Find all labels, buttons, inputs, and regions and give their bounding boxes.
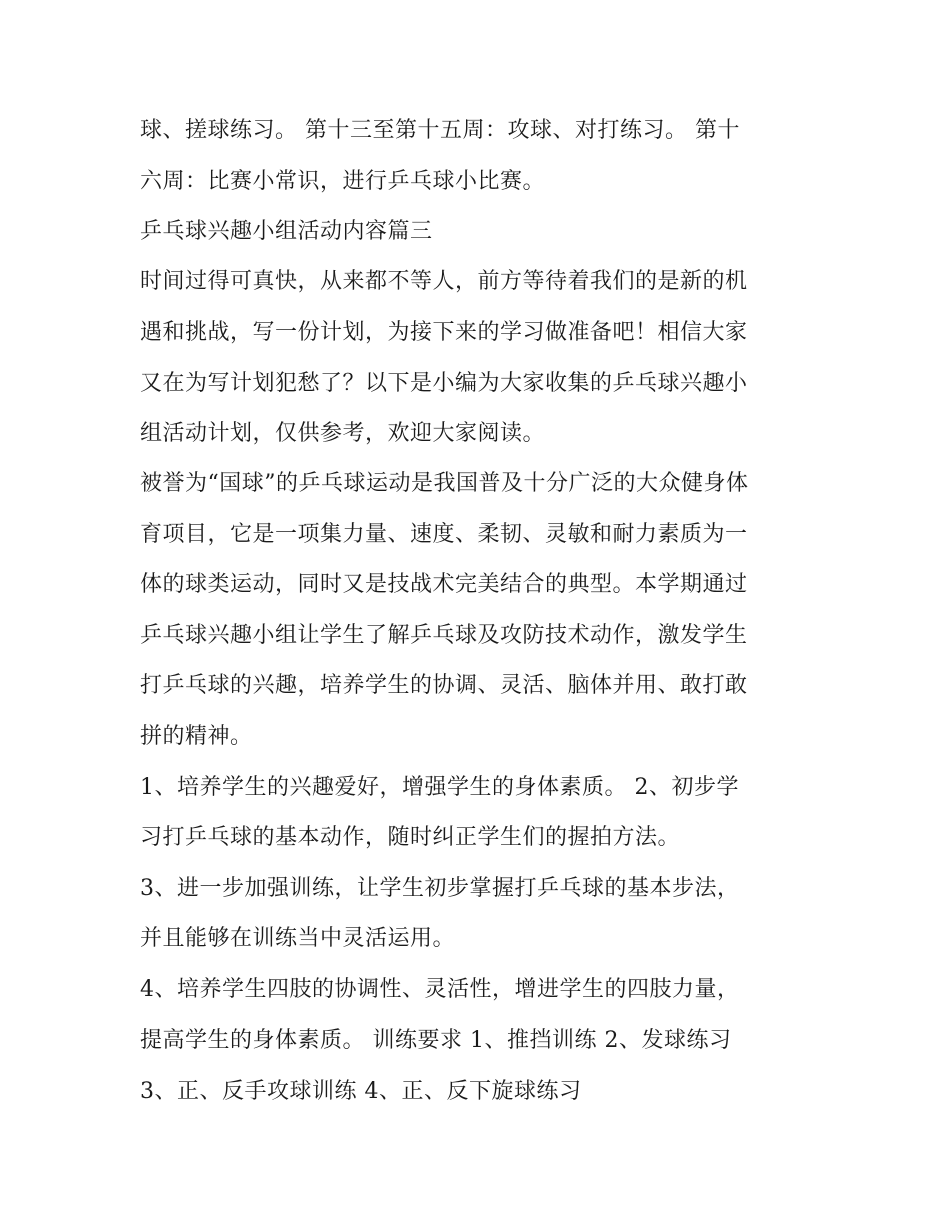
text-line: 习打乒乓球的基本动作，随时纠正学生们的握拍方法。 <box>140 825 681 850</box>
text-line: 时间过得可真快，从来都不等人，前方等待着我们的是新的机 <box>140 269 748 294</box>
text-line: 4、培养学生四肢的协调性、灵活性，增进学生的四肢力量， <box>140 977 740 1002</box>
text-line: 被誉为“国球”的乒乓球运动是我国普及十分广泛的大众健身体 <box>140 471 749 496</box>
text-line: 3、正、反手攻球训练 4、正、反下旋球练习 <box>140 1079 582 1104</box>
text-line: 打乒乓球的兴趣，培养学生的协调、灵活、脑体并用、敢打敢 <box>140 673 748 698</box>
section-heading: 乒乓球兴趣小组活动内容篇三 <box>140 219 433 244</box>
text-line: 拼的精神。 <box>140 724 253 749</box>
text-line: 育项目，它是一项集力量、速度、柔韧、灵敏和耐力素质为一 <box>140 522 748 547</box>
text-line: 提高学生的身体素质。 训练要求 1、推挡训练 2、发球练习 <box>140 1028 732 1053</box>
text-line: 又在为写计划犯愁了？以下是小编为大家收集的乒乓球兴趣小 <box>140 371 748 396</box>
text-line: 六周：比赛小常识，进行乒乓球小比赛。 <box>140 169 546 194</box>
text-line: 体的球类运动，同时又是技战术完美结合的典型。本学期通过 <box>140 572 748 597</box>
text-line: 3、进一步加强训练，让学生初步掌握打乒乓球的基本步法， <box>140 876 740 901</box>
text-line: 球、搓球练习。 第十三至第十五周：攻球、对打练习。 第十 <box>140 118 740 143</box>
text-line: 遇和挑战，写一份计划，为接下来的学习做准备吧！相信大家 <box>140 320 748 345</box>
text-line: 乒乓球兴趣小组让学生了解乒乓球及攻防技术动作，激发学生 <box>140 623 748 648</box>
text-line: 1、培养学生的兴趣爱好，增强学生的身体素质。 2、初步学 <box>140 775 739 800</box>
text-line: 组活动计划，仅供参考，欢迎大家阅读。 <box>140 421 546 446</box>
text-line: 并且能够在训练当中灵活运用。 <box>140 926 456 951</box>
